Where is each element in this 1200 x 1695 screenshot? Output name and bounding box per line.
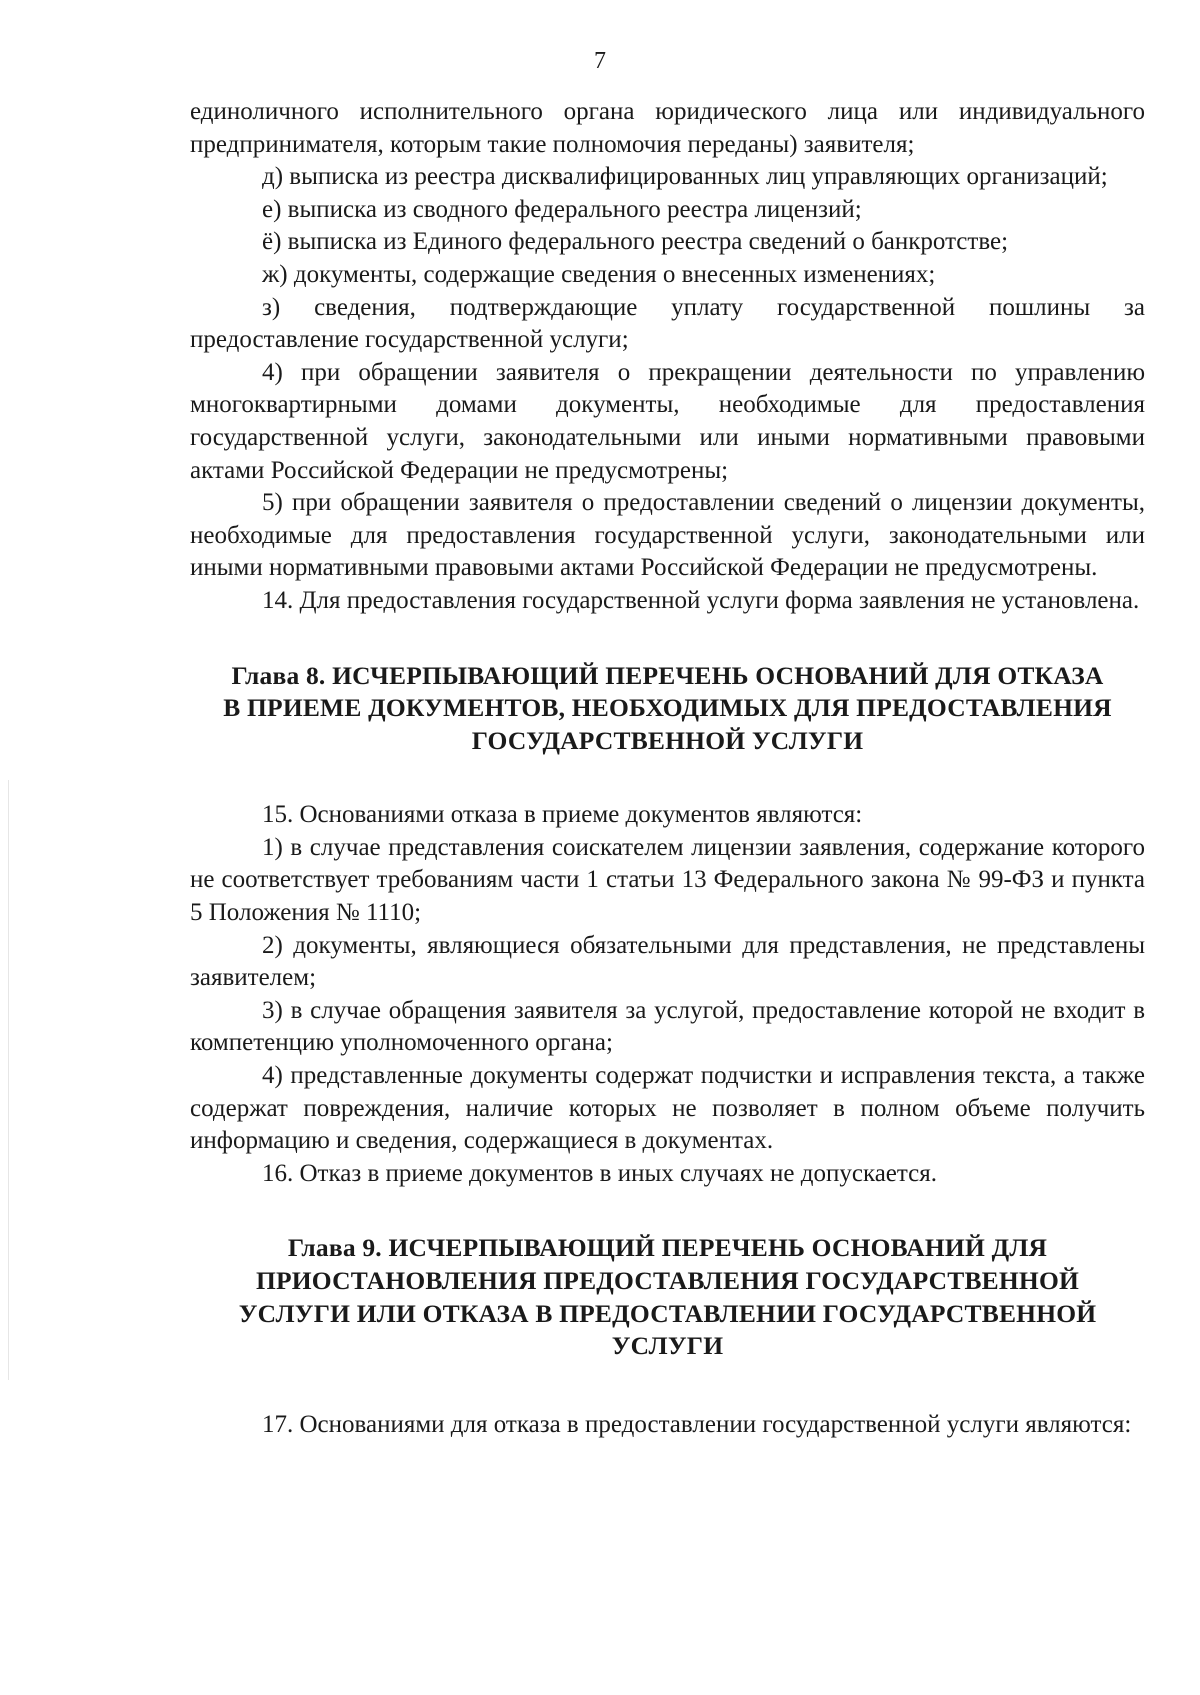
paragraph: 3) в случае обращения заявителя за услугой, предоставление которой не входит в компетенцию уполномоченного органа; bbox=[190, 996, 1145, 1057]
scan-edge-mark bbox=[8, 780, 9, 1380]
paragraph: е) выписка из сводного федерального реестра лицензий; bbox=[262, 195, 862, 223]
paragraph: 4) при обращении заявителя о прекращении деятельности по управлению многоквартирными домами документы, необходимые для предоставления государственной услуги, законодательными или иными нормативными правовыми актами Российской Федерации не предусмотрены; bbox=[190, 358, 1145, 484]
paragraph: ж) документы, содержащие сведения о внесенных изменениях; bbox=[262, 260, 936, 288]
chapter-9-heading-line: Глава 9. ИСЧЕРПЫВАЮЩИЙ ПЕРЕЧЕНЬ ОСНОВАНИЙ ДЛЯ bbox=[287, 1233, 1048, 1263]
middle-section bbox=[190, 799, 1145, 1190]
paragraph: ё) выписка из Единого федерального реестра сведений о банкротстве; bbox=[262, 228, 1009, 256]
chapter-9-heading-line: УСЛУГИ ИЛИ ОТКАЗА В ПРЕДОСТАВЛЕНИИ ГОСУДАРСТВЕННОЙ bbox=[238, 1298, 1097, 1328]
bottom-section bbox=[190, 1409, 1145, 1442]
paragraph: 4) представленные документы содержат подчистки и исправления текста, а также содержат повреждения, наличие которых не позволяет в полном объеме получить информацию и сведения, содержащиеся в документах. bbox=[190, 1062, 1145, 1155]
document-body bbox=[190, 96, 1145, 1441]
chapter-8-heading-line: ГОСУДАРСТВЕННОЙ УСЛУГИ bbox=[471, 725, 864, 755]
top-section bbox=[190, 96, 1145, 618]
paragraph: 5) при обращении заявителя о предоставлении сведений о лицензии документы, необходимые для предоставления государственной услуги, законодательными или иными нормативными правовыми актами Российской Федерации не предусмотрены. bbox=[190, 489, 1145, 582]
chapter-9-heading-line: УСЛУГИ bbox=[611, 1331, 724, 1361]
chapter-8-heading-line: Глава 8. ИСЧЕРПЫВАЮЩИЙ ПЕРЕЧЕНЬ ОСНОВАНИЙ ДЛЯ ОТКАЗА bbox=[231, 660, 1104, 690]
paragraph: 1) в случае представления соискателем лицензии заявления, содержание которого не соответствует требованиям части 1 статьи 13 Федерального закона № 99-ФЗ и пункта 5 Положения № 1110; bbox=[190, 833, 1145, 927]
paragraph: единоличного исполнительного органа юридического лица или индивидуального предпринимателя, которым такие полномочия переданы) заявителя; bbox=[190, 98, 1145, 158]
chapter-8-heading-line: В ПРИЕМЕ ДОКУМЕНТОВ, НЕОБХОДИМЫХ ДЛЯ ПРЕДОСТАВЛЕНИЯ bbox=[223, 693, 1112, 723]
paragraph: 15. Основаниями отказа в приеме документов являются: bbox=[262, 801, 863, 829]
paragraph: 16. Отказ в приеме документов в иных случаях не допускается. bbox=[262, 1159, 937, 1187]
page-number: 7 bbox=[594, 48, 606, 74]
chapter-9-heading-line: ПРИОСТАНОВЛЕНИЯ ПРЕДОСТАВЛЕНИЯ ГОСУДАРСТВЕННОЙ bbox=[255, 1266, 1080, 1295]
paragraph: 2) документы, являющиеся обязательными для представления, не представлены заявителем; bbox=[190, 931, 1145, 992]
paragraph: 17. Основаниями для отказа в предоставлении государственной услуги являются: bbox=[262, 1410, 1132, 1438]
chapter-9-heading bbox=[190, 1232, 1145, 1362]
paragraph: д) выписка из реестра дисквалифицированных лиц управляющих организаций; bbox=[262, 163, 1108, 191]
paragraph: з) сведения, подтверждающие уплату государственной пошлины за предоставление государственной услуги; bbox=[190, 293, 1145, 354]
chapter-8-heading bbox=[190, 660, 1145, 758]
paragraph: 14. Для предоставления государственной услуги форма заявления не установлена. bbox=[262, 586, 1140, 614]
